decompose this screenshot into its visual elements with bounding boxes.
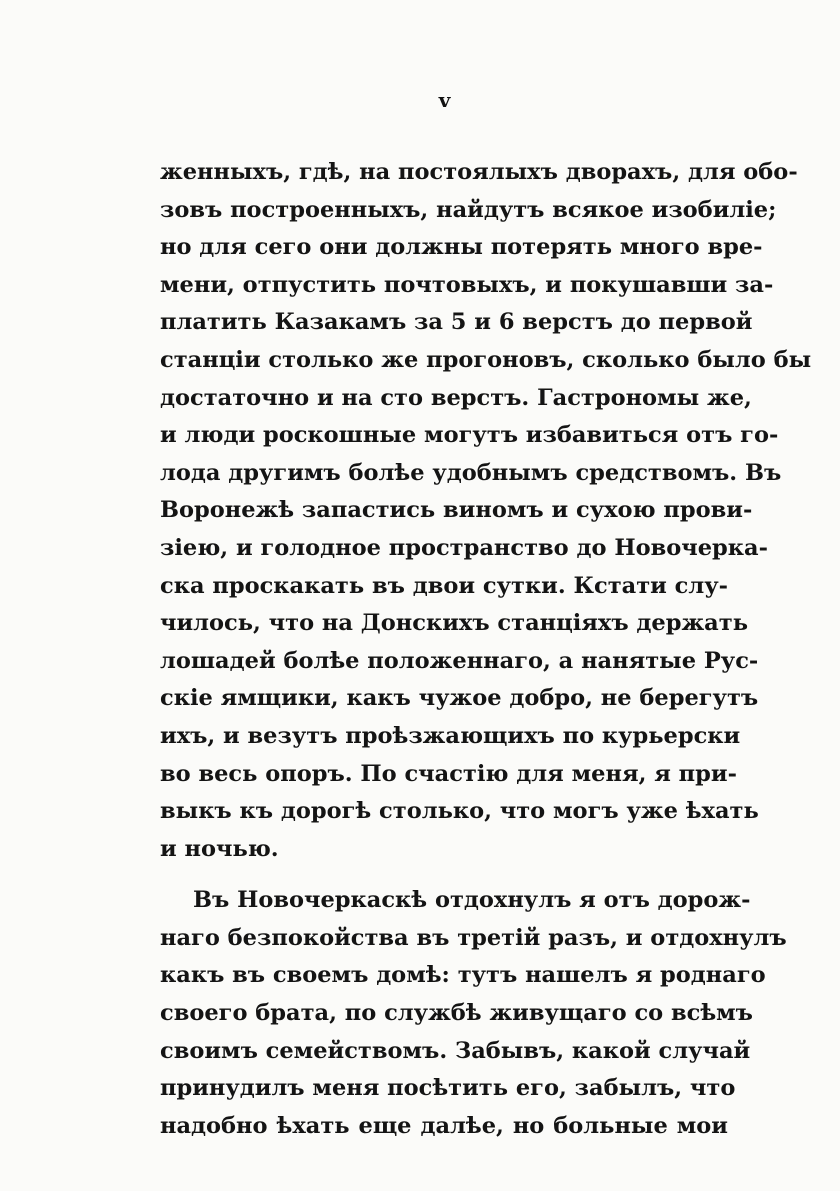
text-line: чилось, что на Донскихъ станціяхъ держать: [160, 610, 748, 637]
text-line: лода другимъ болѣе удобнымъ средствомъ. Въ: [160, 459, 782, 486]
text-line: ихъ, и везутъ проѣзжающихъ по курьерски: [160, 722, 741, 749]
text-line: лошадей болѣе положеннаго, а нанятые Рус-: [160, 647, 759, 674]
text-line: своего брата, по службѣ живущаго со всѣмъ: [160, 1000, 753, 1027]
text-line: своимъ семействомъ. Забывъ, какой случай: [160, 1037, 751, 1064]
text-line: зіею, и голодное пространство до Новочерка-: [160, 534, 768, 561]
text-line: скіе ямщики, какъ чужое добро, не берегутъ: [160, 685, 759, 712]
page-number: v: [438, 88, 452, 112]
text-line: мени, отпустить почтовыхъ, и покушавши за-: [160, 271, 774, 298]
text-line: принудилъ меня посѣтить его, забылъ, что: [160, 1075, 736, 1102]
text-line: Воронежѣ запастись виномъ и сухою прови-: [160, 497, 753, 524]
text-line: женныхъ, гдѣ, на постоялыхъ дворахъ, для обо-: [160, 159, 798, 185]
text-line: ска проскакать въ двои сутки. Кстати слу-: [160, 572, 728, 599]
text-line: во весь опоръ. По счастію для меня, я при-: [160, 760, 737, 787]
text-line: станціи столько же прогоновъ, сколько было бы: [160, 346, 812, 373]
text-line: какъ въ своемъ домѣ: тутъ нашелъ я роднаго: [160, 962, 766, 989]
text-line: наго безпокойства въ третій разъ, и отдохнулъ: [160, 924, 787, 951]
text-line: зовъ построенныхъ, найдутъ всякое изобиліе;: [160, 196, 777, 223]
paragraph-2: [160, 882, 787, 1145]
text-line: достаточно и на сто верстъ. Гастрономы же,: [160, 384, 752, 411]
text-line: но для сего они должны потерять много вре-: [160, 234, 763, 261]
text-line: и ночью.: [160, 835, 279, 862]
text-line: выкъ къ дорогѣ столько, что могъ уже ѣхать: [160, 798, 759, 825]
text-line: Въ Новочеркаскѣ отдохнулъ я отъ дорож-: [193, 887, 751, 914]
text-line: платить Казакамъ за 5 и 6 верстъ до первой: [160, 309, 753, 336]
text-line: надобно ѣхать еще далѣе, но больные мои: [160, 1112, 728, 1139]
text-line: и люди роскошные могутъ избавиться отъ го-: [160, 422, 779, 449]
paragraph-1: [160, 154, 812, 868]
body-text: [160, 154, 812, 1145]
paragraph-spacer: [160, 868, 728, 882]
